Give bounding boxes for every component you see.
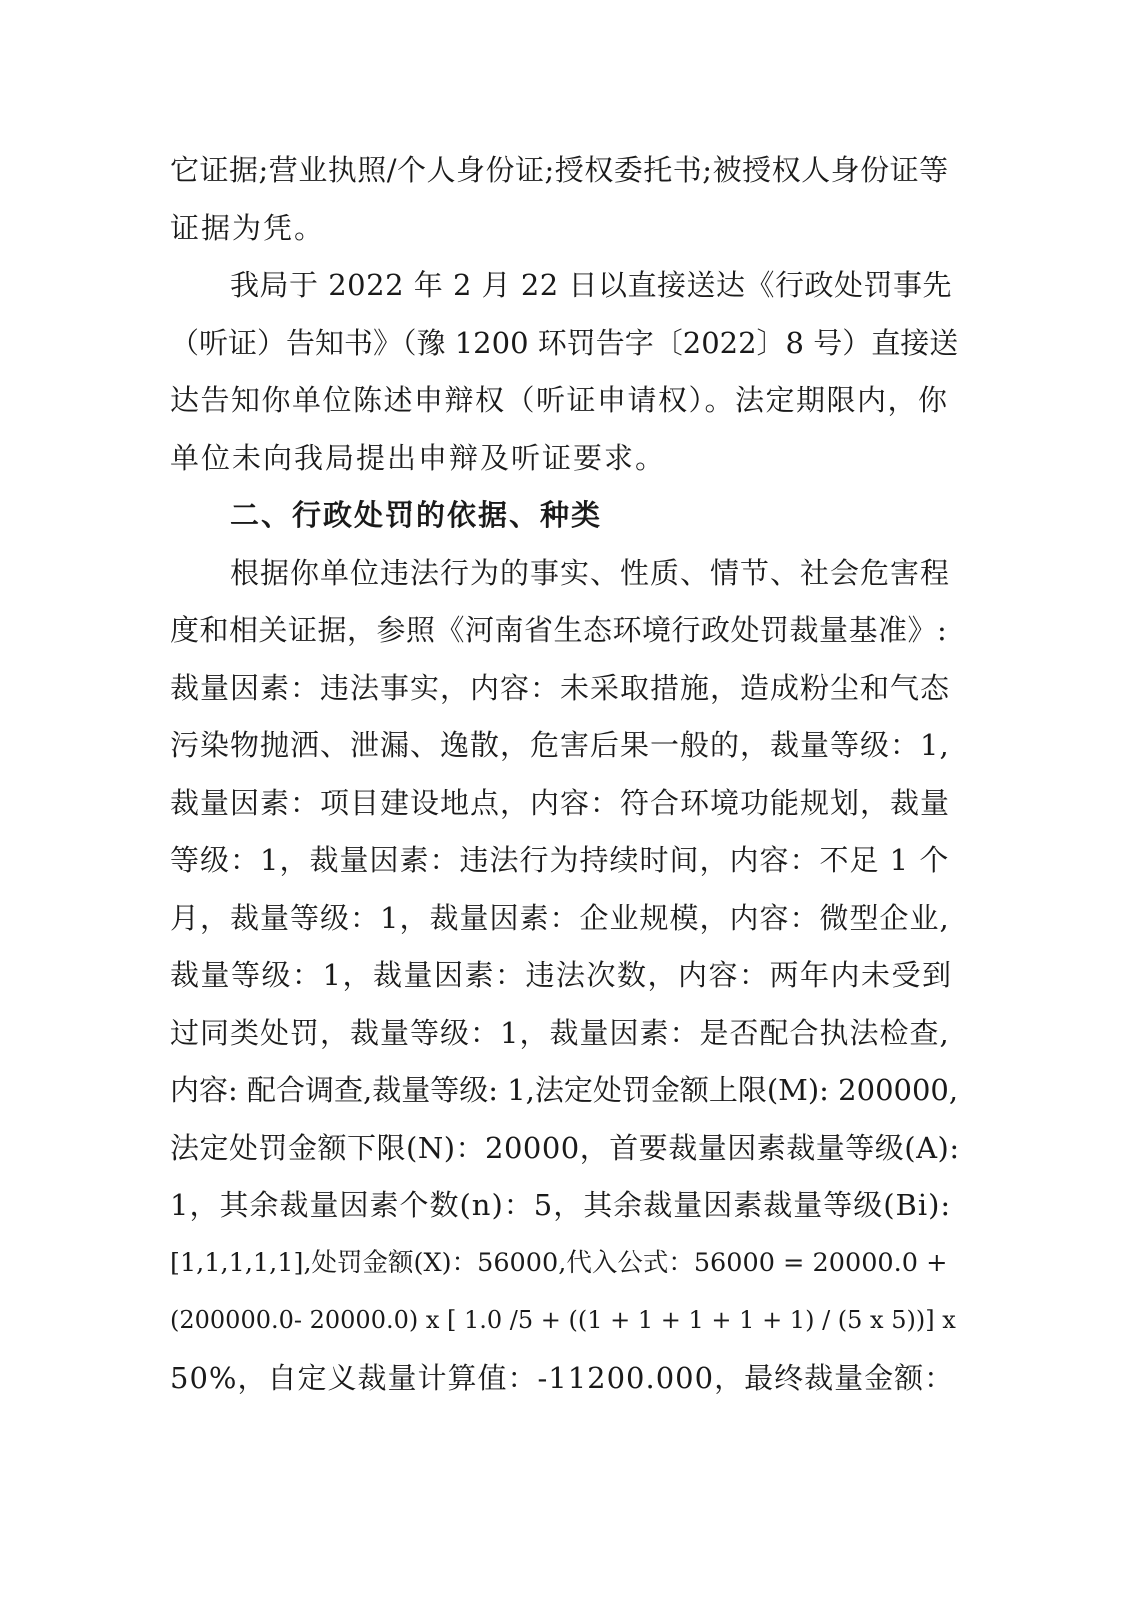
text-line: 1，其余裁量因素个数(n)：5，其余裁量因素裁量等级(Bi):: [170, 1188, 952, 1222]
text-line: 过同类处罚，裁量等级：1，裁量因素：是否配合执法检查,: [170, 1015, 950, 1050]
text-line: 证据为凭。: [170, 210, 326, 245]
text-line: 度和相关证据，参照《河南省生态环境行政处罚裁量基准》:: [170, 613, 948, 647]
text-line: 裁量因素：项目建设地点，内容：符合环境功能规划，裁量: [170, 785, 951, 820]
text-line: 达告知你单位陈述申辩权（听证申请权）。法定期限内，你: [170, 383, 949, 417]
section-heading: 二、行政处罚的依据、种类: [230, 498, 603, 532]
text-line: 裁量等级：1，裁量因素：违法次数，内容：两年内未受到: [170, 958, 953, 992]
document-body: [170, 142, 960, 1407]
text-line: 裁量因素：违法事实，内容：未采取措施，造成粉尘和气态: [170, 670, 951, 705]
text-line: 月，裁量等级：1，裁量因素：企业规模，内容：微型企业,: [170, 900, 950, 935]
text-line: 法定处罚金额下限(N)：20000，首要裁量因素裁量等级(A):: [170, 1130, 960, 1165]
text-line: 污染物抛洒、泄漏、逸散，危害后果一般的，裁量等级：1,: [170, 728, 950, 762]
text-line: 根据你单位违法行为的事实、性质、情节、社会危害程: [230, 555, 951, 590]
text-line: 50%，自定义裁量计算值：-11200.000，最终裁量金额：: [170, 1360, 955, 1395]
text-line: 它证据;营业执照/个人身份证;授权委托书;被授权人身份证等: [170, 153, 949, 187]
text-line: 等级：1，裁量因素：违法行为持续时间，内容：不足 1 个: [170, 843, 950, 877]
text-line: 我局于 2022 年 2 月 22 日以直接送达《行政处罚事先: [230, 268, 952, 302]
text-line: [1,1,1,1,1],处罚金额(X)：56000,代入公式：56000 = 20000.0 +: [170, 1247, 948, 1278]
text-line: （听证）告知书》（豫 1200 环罚告字〔2022〕8 号）直接送: [170, 325, 959, 360]
text-line: (200000.0- 20000.0) x [ 1.0 /5 + ((1 + 1 + 1 + 1 + 1) / (5 x 5))] x: [170, 1306, 956, 1334]
text-line: 内容: 配合调查,裁量等级: 1,法定处罚金额上限(M): 200000,: [170, 1073, 959, 1107]
text-line: 单位未向我局提出申辩及听证要求。: [170, 440, 667, 475]
